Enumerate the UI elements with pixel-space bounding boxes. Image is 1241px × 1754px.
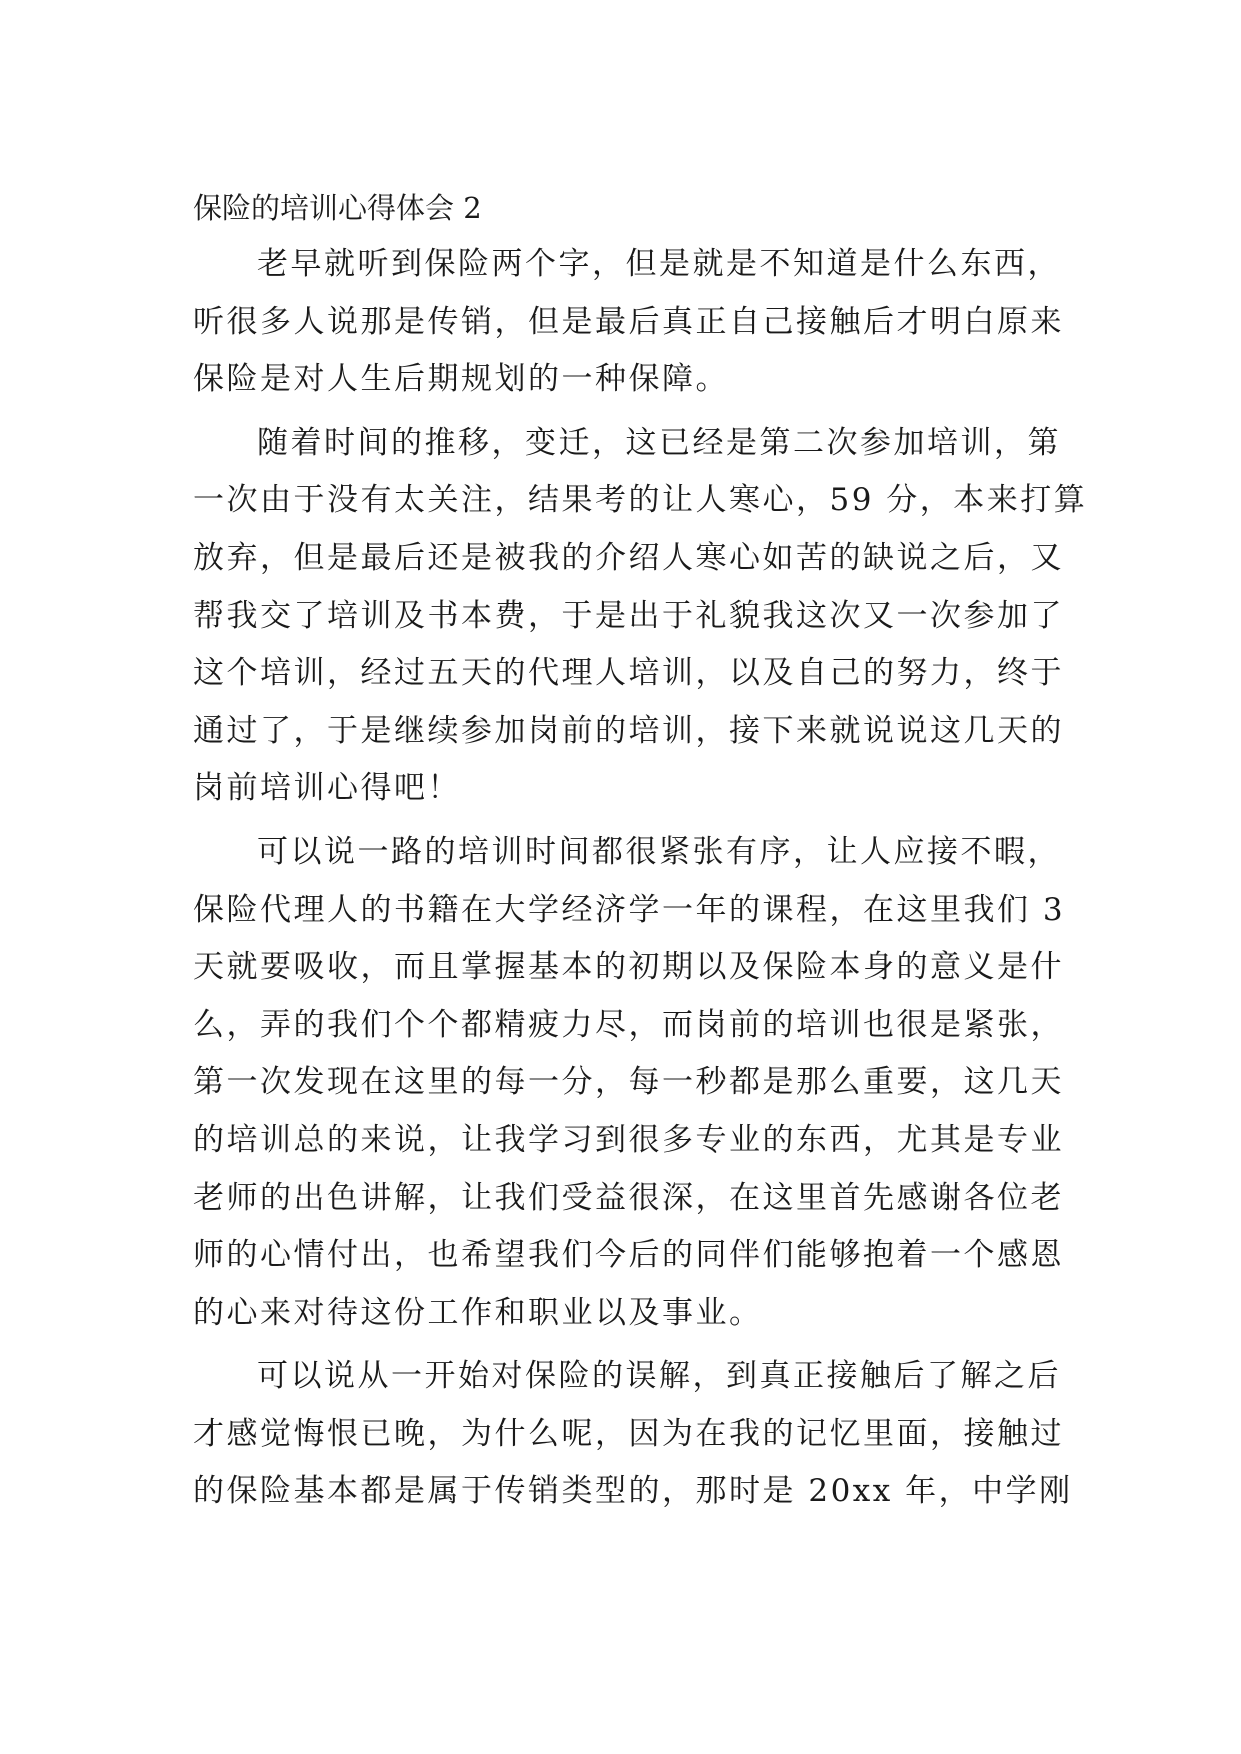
paragraph-line: 老师的出色讲解，让我们受益很深，在这里首先感谢各位老 (193, 1179, 1064, 1216)
paragraph (193, 1348, 1073, 1521)
paragraph-line: 岗前培训心得吧！ (193, 770, 461, 807)
paragraph-line: 随着时间的推移，变迁，这已经是第二次参加培训，第 (257, 424, 1061, 461)
paragraph (193, 415, 1088, 818)
paragraph-line: 师的心情付出，也希望我们今后的同伴们能够抱着一个感恩 (193, 1237, 1064, 1274)
paragraph-line: 放弃，但是最后还是被我的介绍人寒心如苦的缺说之后，又 (193, 539, 1064, 576)
paragraph-line: 第一次发现在这里的每一分，每一秒都是那么重要，这几天 (193, 1064, 1064, 1101)
paragraph-line: 老早就听到保险两个字，但是就是不知道是什么东西， (257, 246, 1061, 282)
paragraph-line: 通过了，于是继续参加岗前的培训，接下来就说说这几天的 (193, 712, 1064, 749)
paragraph-line: 天就要吸收，而且掌握基本的初期以及保险本身的意义是什 (193, 949, 1064, 986)
paragraph-line: 这个培训，经过五天的代理人培训，以及自己的努力，终于 (193, 655, 1064, 692)
paragraph-list (193, 236, 1088, 1521)
paragraph (193, 236, 1064, 409)
document-title: 保险的培训心得体会 2 (193, 191, 482, 225)
paragraph-line: 帮我交了培训及书本费，于是出于礼貌我这次又一次参加了 (193, 597, 1064, 634)
paragraph-line: 听很多人说那是传销，但是最后真正自己接触后才明白原来 (193, 303, 1064, 340)
paragraph-line: 保险代理人的书籍在大学经济学一年的课程，在这里我们 3 (193, 891, 1066, 928)
paragraph-line: 可以说一路的培训时间都很紧张有序，让人应接不暇， (257, 833, 1061, 870)
paragraph (193, 824, 1066, 1342)
paragraph-line: 保险是对人生后期规划的一种保障。 (193, 361, 729, 398)
paragraph-line: 一次由于没有太关注，结果考的让人寒心，59 分，本来打算 (193, 482, 1088, 519)
paragraph-line: 的心来对待这份工作和职业以及事业。 (193, 1294, 763, 1331)
paragraph-line: 的保险基本都是属于传销类型的，那时是 20xx 年，中学刚 (193, 1473, 1073, 1510)
paragraph-line: 的培训总的来说，让我学习到很多专业的东西，尤其是专业 (193, 1121, 1064, 1158)
document-body (193, 190, 1088, 1527)
paragraph-line: 才感觉悔恨已晚，为什么呢，因为在我的记忆里面，接触过 (193, 1415, 1064, 1452)
paragraph-line: 么，弄的我们个个都精疲力尽，而岗前的培训也很是紧张， (193, 1006, 1064, 1043)
paragraph-line: 可以说从一开始对保险的误解，到真正接触后了解之后 (257, 1358, 1061, 1395)
